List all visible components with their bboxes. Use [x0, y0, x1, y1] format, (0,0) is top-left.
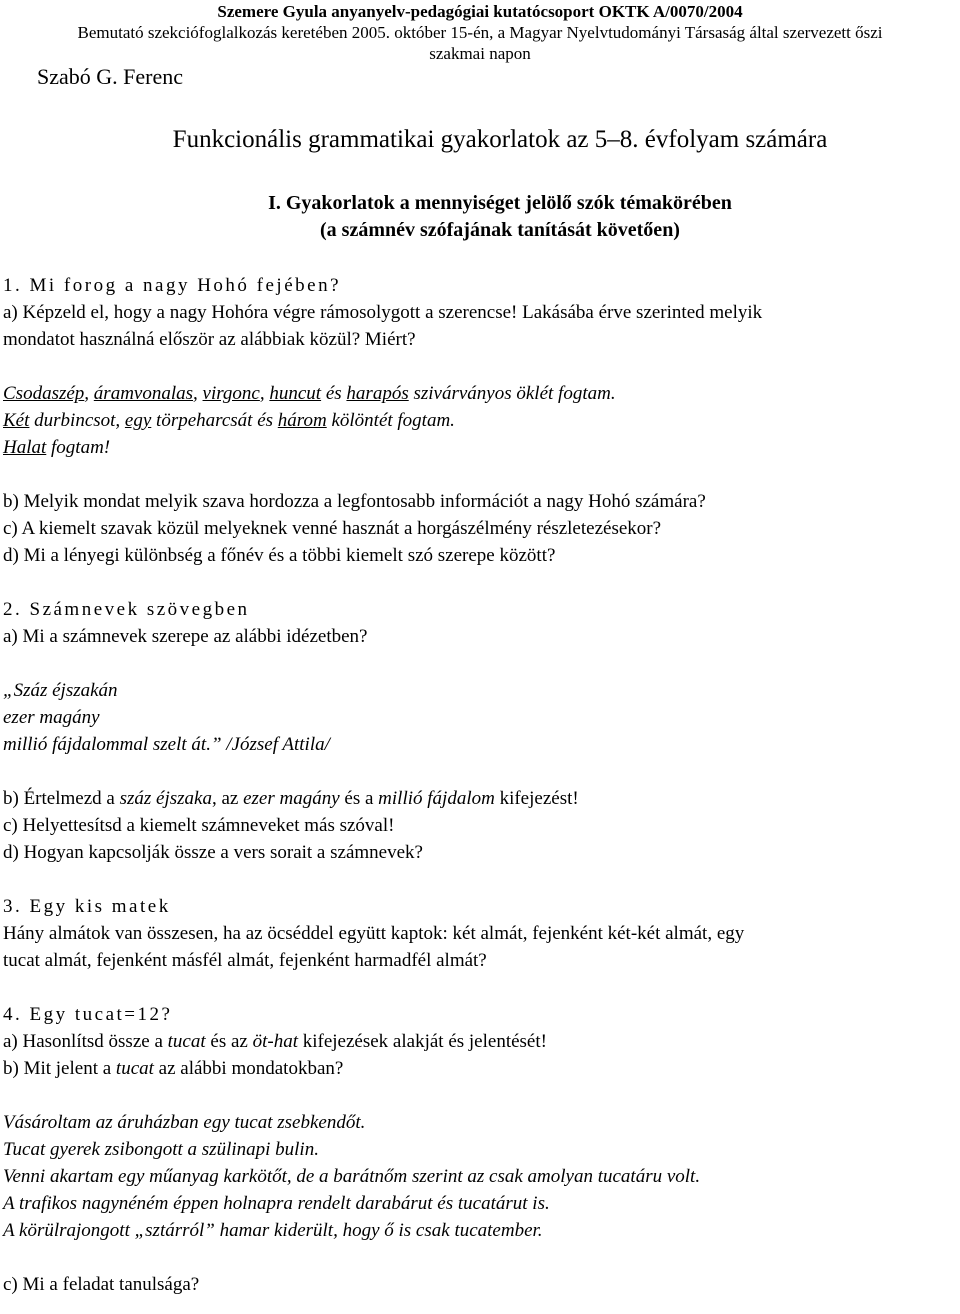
exercise-4-sentence-3: Venni akartam egy műanyag karkötőt, de a barátnőm szerint az csak amolyan tucatáru volt.	[3, 1166, 701, 1187]
page-header	[0, 0, 960, 64]
exercise-1-sentence-2	[3, 407, 958, 434]
section-heading-line-1: I. Gyakorlatok a mennyiséget jelölő szók témakörében	[268, 192, 732, 214]
exercise-4-a	[3, 1028, 958, 1055]
text: ,	[259, 383, 270, 404]
author-name: Szabó G. Ferenc	[37, 64, 184, 89]
word: huncut	[269, 383, 322, 404]
exercise-1-c: c) A kiemelt szavak közül melyeknek venné hasznát a horgászélmény részletezésekor?	[3, 518, 662, 539]
exercise-3-text-line-2: tucat almát, fejenként másfél almát, fejenként harmadfél almát?	[3, 950, 487, 971]
exercise-3-title: 3. Egy kis matek	[3, 896, 171, 917]
exercise-4-c: c) Mi a feladat tanulsága?	[3, 1274, 200, 1295]
term: száz éjszaka	[119, 788, 212, 809]
exercise-1-a-line-1: a) Képzeld el, hogy a nagy Hohóra végre rámosolygott a szerencse! Lakásába érve szerinted melyik	[3, 302, 763, 323]
text: és a	[339, 788, 379, 809]
exercise-3-text-line-1: Hány almátok van összesen, ha az öcséddel együtt kaptok: két almát, fejenként két-két almát, egy	[3, 923, 745, 944]
exercise-4-b	[3, 1055, 958, 1082]
exercise-4-sentence-5: A körülrajongott „sztárról” hamar kiderült, hogy ő is csak tucatember.	[3, 1220, 543, 1241]
poem-line-1: „Száz éjszakán	[3, 680, 118, 701]
text: kifejezések alakját és jelentését!	[297, 1031, 547, 1052]
exercise-1-a-line-2: mondatot használná először az alábbiak közül? Miért?	[3, 329, 416, 350]
word: harapós	[346, 383, 409, 404]
text: b) Értelmezd a	[3, 788, 120, 809]
poem-line-3: millió fájdalommal szelt át.” /József Attila/	[3, 734, 330, 755]
exercise-4-sentence-2: Tucat gyerek zsibongott a szülinapi bulin.	[3, 1139, 319, 1160]
exercise-1-b: b) Melyik mondat melyik szava hordozza a legfontosabb információt a nagy Hohó számára?	[3, 491, 706, 512]
text: ,	[193, 383, 203, 404]
word: virgonc	[202, 383, 260, 404]
text: , az	[211, 788, 244, 809]
term: öt-hat	[252, 1031, 298, 1052]
section-heading-line-2: (a számnév szófajának tanítását követően)	[320, 219, 680, 241]
word: három	[277, 410, 327, 431]
text: ,	[84, 383, 94, 404]
word: áramvonalas	[93, 383, 194, 404]
section-heading	[0, 190, 960, 244]
text: törpeharcsát és	[151, 410, 278, 431]
term: millió fájdalom	[378, 788, 495, 809]
text: fogtam!	[46, 437, 111, 458]
word: Halat	[3, 437, 47, 458]
exercise-1-title: 1. Mi forog a nagy Hohó fejében?	[3, 275, 342, 296]
poem-line-2: ezer magány	[3, 707, 100, 728]
word: egy	[124, 410, 152, 431]
text: kölöntét fogtam.	[326, 410, 455, 431]
text: durbincsot,	[29, 410, 125, 431]
word: Két	[3, 410, 30, 431]
term: tucat	[167, 1031, 206, 1052]
text: szivárványos öklét fogtam.	[408, 383, 616, 404]
header-line-1: Szemere Gyula anyanyelv-pedagógiai kutatócsoport OKTK A/0070/2004	[217, 2, 743, 21]
exercise-2-d: d) Hogyan kapcsolják össze a vers sorait a számnevek?	[3, 842, 423, 863]
exercise-2-c: c) Helyettesítsd a kiemelt számneveket más szóval!	[3, 815, 395, 836]
exercise-2-title: 2. Számnevek szövegben	[3, 599, 250, 620]
header-line-3: szakmai napon	[429, 44, 531, 63]
exercise-2-b	[3, 785, 958, 812]
exercise-4-title: 4. Egy tucat=12?	[3, 1004, 173, 1025]
term: tucat	[115, 1058, 154, 1079]
text: kifejezést!	[494, 788, 579, 809]
header-line-2: Bemutató szekciófoglalkozás keretében 2005. október 15-én, a Magyar Nyelvtudományi Társaság által szervezett őszi	[77, 23, 883, 42]
exercise-2-a: a) Mi a számnevek szerepe az alábbi idézetben?	[3, 626, 368, 647]
text: és	[321, 383, 347, 404]
exercise-4-sentence-1: Vásároltam az áruházban egy tucat zsebkendőt.	[3, 1112, 366, 1133]
text: az alábbi mondatokban?	[153, 1058, 344, 1079]
exercise-1-d: d) Mi a lényegi különbség a főnév és a többi kiemelt szó szerepe között?	[3, 545, 556, 566]
exercises	[3, 272, 958, 1298]
text: és az	[205, 1031, 253, 1052]
document-title: Funkcionális grammatikai gyakorlatok az 5–8. évfolyam számára	[172, 126, 828, 153]
exercise-1-sentence-3	[3, 434, 958, 461]
text: a) Hasonlítsd össze a	[3, 1031, 168, 1052]
term: ezer magány	[243, 788, 340, 809]
text: b) Mit jelent a	[3, 1058, 116, 1079]
exercise-1-sentence-1	[3, 380, 958, 407]
word: Csodaszép	[3, 383, 85, 404]
exercise-4-sentence-4: A trafikos nagynéném éppen holnapra rendelt darabárut és tucatárut is.	[3, 1193, 550, 1214]
